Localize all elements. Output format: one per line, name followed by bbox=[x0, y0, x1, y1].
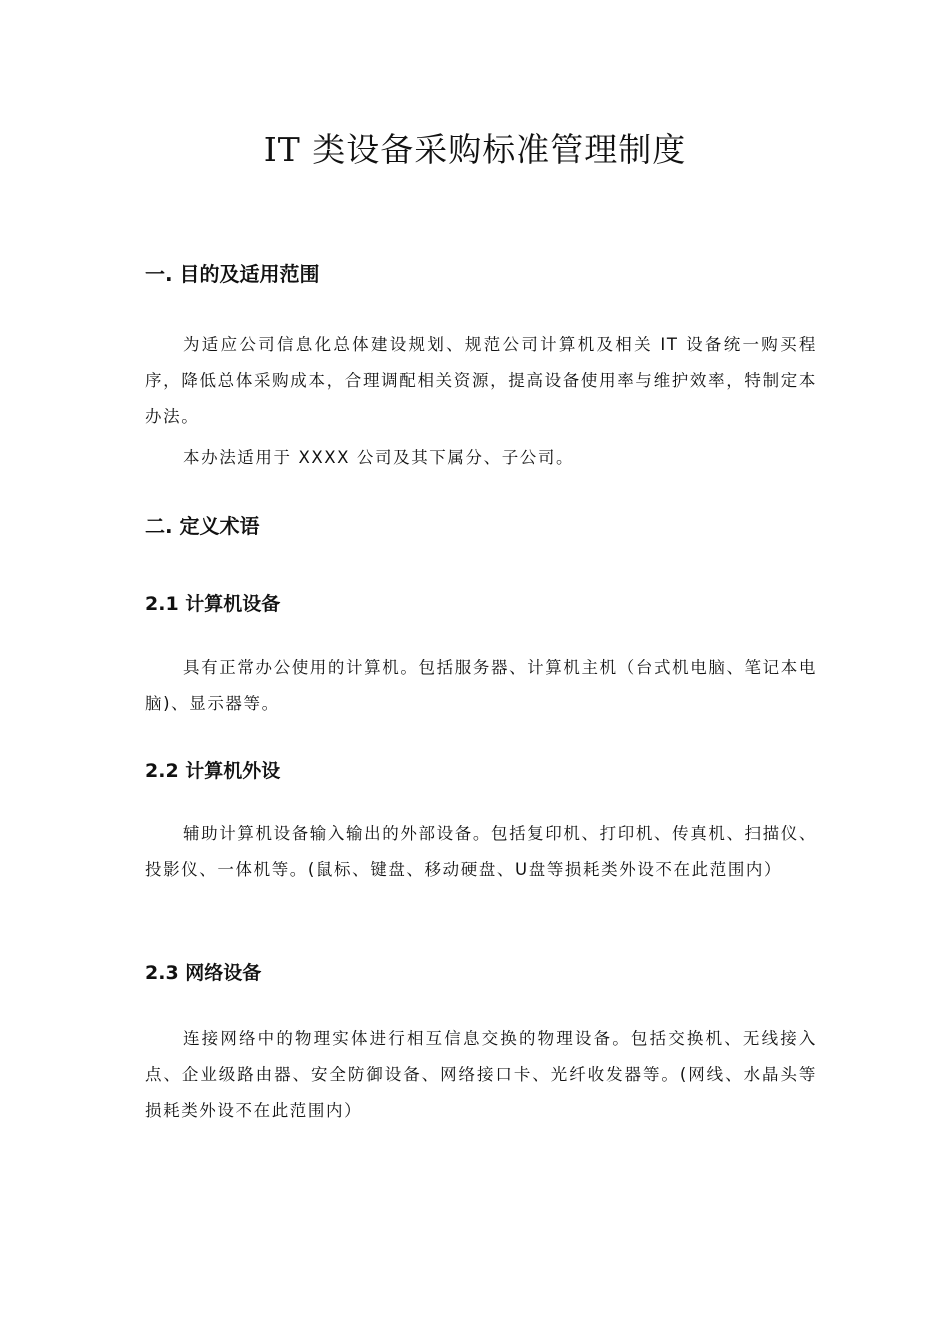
paragraph-purpose: 为适应公司信息化总体建设规划、规范公司计算机及相关 IT 设备统一购买程序，降低总体采购成本，合理调配相关资源，提高设备使用率与维护效率，特制定本办法。 bbox=[145, 335, 817, 426]
paragraph-peripherals: 辅助计算机设备输入输出的外部设备。包括复印机、打印机、传真机、扫描仪、投影仪、一体机等。(鼠标、键盘、移动硬盘、U盘等损耗类外设不在此范围内） bbox=[145, 824, 817, 879]
paragraph-computer-equipment: 具有正常办公使用的计算机。包括服务器、计算机主机（台式机电脑、笔记本电脑)、显示器等。 bbox=[145, 658, 817, 713]
paragraph-network-equipment: 连接网络中的物理实体进行相互信息交换的物理设备。包括交换机、无线接入点、企业级路由器、安全防御设备、网络接口卡、光纤收发器等。(网线、水晶头等损耗类外设不在此范围内） bbox=[145, 1029, 817, 1120]
document-title: IT 类设备采购标准管理制度 bbox=[263, 130, 687, 169]
section-heading-definitions: 二. 定义术语 bbox=[145, 514, 260, 538]
paragraph-scope: 本办法适用于 XXXX 公司及其下属分、子公司。 bbox=[183, 448, 575, 467]
section-heading-purpose: 一. 目的及适用范围 bbox=[145, 262, 320, 286]
subsection-heading-computer-equipment: 2.1 计算机设备 bbox=[145, 593, 281, 615]
subsection-heading-network-equipment: 2.3 网络设备 bbox=[145, 962, 262, 984]
subsection-heading-peripherals: 2.2 计算机外设 bbox=[145, 760, 281, 782]
